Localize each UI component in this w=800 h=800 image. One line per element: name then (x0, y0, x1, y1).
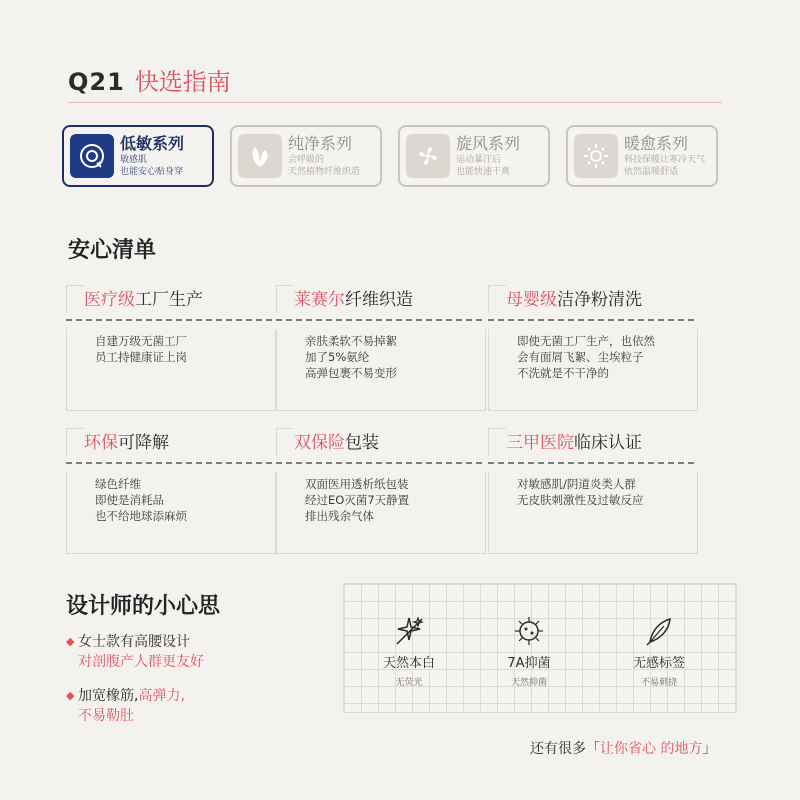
card-title: 可降解 (118, 433, 169, 453)
card-line: 对敏感肌/阴道炎类人群 (517, 477, 636, 491)
card-line: 经过EO灭菌7天静置 (305, 493, 410, 507)
feature-name: 无感标签 (632, 656, 685, 671)
feature-sub: 无荧光 (395, 678, 423, 688)
bullet-line: 女士款有高腰设计 (78, 634, 190, 650)
bullet-line-highlight: 对剖腹产人群更友好 (78, 654, 204, 670)
card-highlight: 莱赛尔 (294, 290, 345, 310)
page-header (68, 62, 231, 97)
series-name: 纯净系列 (288, 134, 353, 153)
tab-warm[interactable] (566, 125, 718, 187)
footer-pre: 还有很多「 (530, 741, 600, 757)
series-name: 旋风系列 (456, 134, 521, 153)
series-desc: 也能安心贴身穿 (120, 167, 184, 177)
feather-icon (642, 614, 676, 648)
feature-item (484, 614, 574, 688)
card-title: 工厂生产 (135, 290, 203, 310)
feature-sub: 不易刺挠 (640, 678, 677, 688)
card-line: 亲肤柔软不易掉絮 (305, 334, 397, 348)
checklist-card (276, 285, 486, 411)
sun-icon (574, 134, 618, 178)
list-item (66, 686, 204, 726)
tab-pure[interactable] (230, 125, 382, 187)
checklist-card (66, 285, 276, 411)
footer-highlight: 让你省心 的地方 (600, 741, 703, 757)
fan-icon (406, 134, 450, 178)
page-title: 快选指南 (134, 68, 231, 96)
list-item (66, 632, 204, 672)
card-line: 也不给地球添麻烦 (95, 509, 187, 523)
card-title: 临床认证 (574, 433, 642, 453)
product-code: Q21 (68, 68, 125, 96)
footer-note (530, 738, 716, 758)
card-highlight: 三甲医院 (506, 433, 574, 453)
feature-name: 7A抑菌 (507, 656, 551, 671)
feature-name: 天然本白 (382, 656, 435, 671)
series-desc: 会呼吸的 (288, 155, 325, 165)
footer-post: 」 (702, 741, 717, 757)
checklist-card (276, 428, 486, 554)
card-line: 双面医用透析纸包装 (305, 477, 409, 491)
checklist-card (488, 428, 698, 554)
bullet-icon: ◆ (66, 689, 75, 702)
card-line: 不洗就是不干净的 (517, 366, 609, 380)
card-highlight: 医疗级 (84, 290, 135, 310)
card-line: 高弹包裹不易变形 (305, 366, 397, 380)
series-tabs (62, 125, 718, 187)
series-desc: 依然温暖舒适 (624, 167, 679, 177)
card-highlight: 双保险 (294, 433, 345, 453)
designer-title: 设计师的小心思 (66, 594, 221, 619)
bullet-line-highlight: 不易勒肚 (78, 708, 134, 724)
card-line: 无皮肤刺激性及过敏反应 (517, 493, 644, 507)
card-line: 即使是消耗品 (95, 493, 164, 507)
checklist-card (488, 285, 698, 411)
card-line: 即使无菌工厂生产，也依然 (517, 334, 655, 348)
series-name: 暖愈系列 (624, 134, 689, 153)
card-line: 排出残余气体 (305, 509, 374, 523)
tab-low-sensitivity[interactable] (62, 125, 214, 187)
feature-item (614, 614, 704, 688)
features-panel (343, 583, 737, 713)
series-desc: 天然植物纤维织造 (288, 167, 361, 177)
card-title: 洁净粉清洗 (557, 290, 642, 310)
card-highlight: 环保 (84, 433, 118, 453)
germ-icon (512, 614, 546, 648)
checklist-card (66, 428, 276, 554)
tab-whirlwind[interactable] (398, 125, 550, 187)
series-desc: 敏感肌 (120, 155, 148, 165)
series-desc: 运动暴汗后 (456, 155, 502, 165)
leaf-icon (238, 134, 282, 178)
header-divider (68, 102, 722, 103)
card-line: 绿色纤维 (95, 477, 141, 491)
bullet-line-highlight: 高弹力, (138, 688, 185, 704)
card-line: 会有面屑飞絮、尘埃粒子 (517, 350, 644, 364)
sensitive-skin-icon (70, 134, 114, 178)
feature-sub: 天然抑菌 (510, 678, 547, 688)
bullet-icon: ◆ (66, 635, 75, 648)
card-line: 加了5%氨纶 (305, 350, 370, 364)
card-title: 包装 (345, 433, 379, 453)
checklist-title: 安心清单 (68, 238, 157, 263)
designer-bullets (66, 632, 204, 740)
card-highlight: 母婴级 (506, 290, 557, 310)
series-name: 低敏系列 (120, 134, 185, 153)
series-desc: 也能快速干爽 (456, 167, 511, 177)
feature-item (364, 614, 454, 688)
bullet-line: 加宽橡筋, (78, 688, 139, 704)
card-line: 员工持健康证上岗 (95, 350, 187, 364)
sparkle-off-icon (392, 614, 426, 648)
card-line: 自建万级无菌工厂 (95, 334, 187, 348)
card-title: 纤维织造 (345, 290, 413, 310)
series-desc: 科技保暖让寒冷天气 (624, 155, 706, 165)
